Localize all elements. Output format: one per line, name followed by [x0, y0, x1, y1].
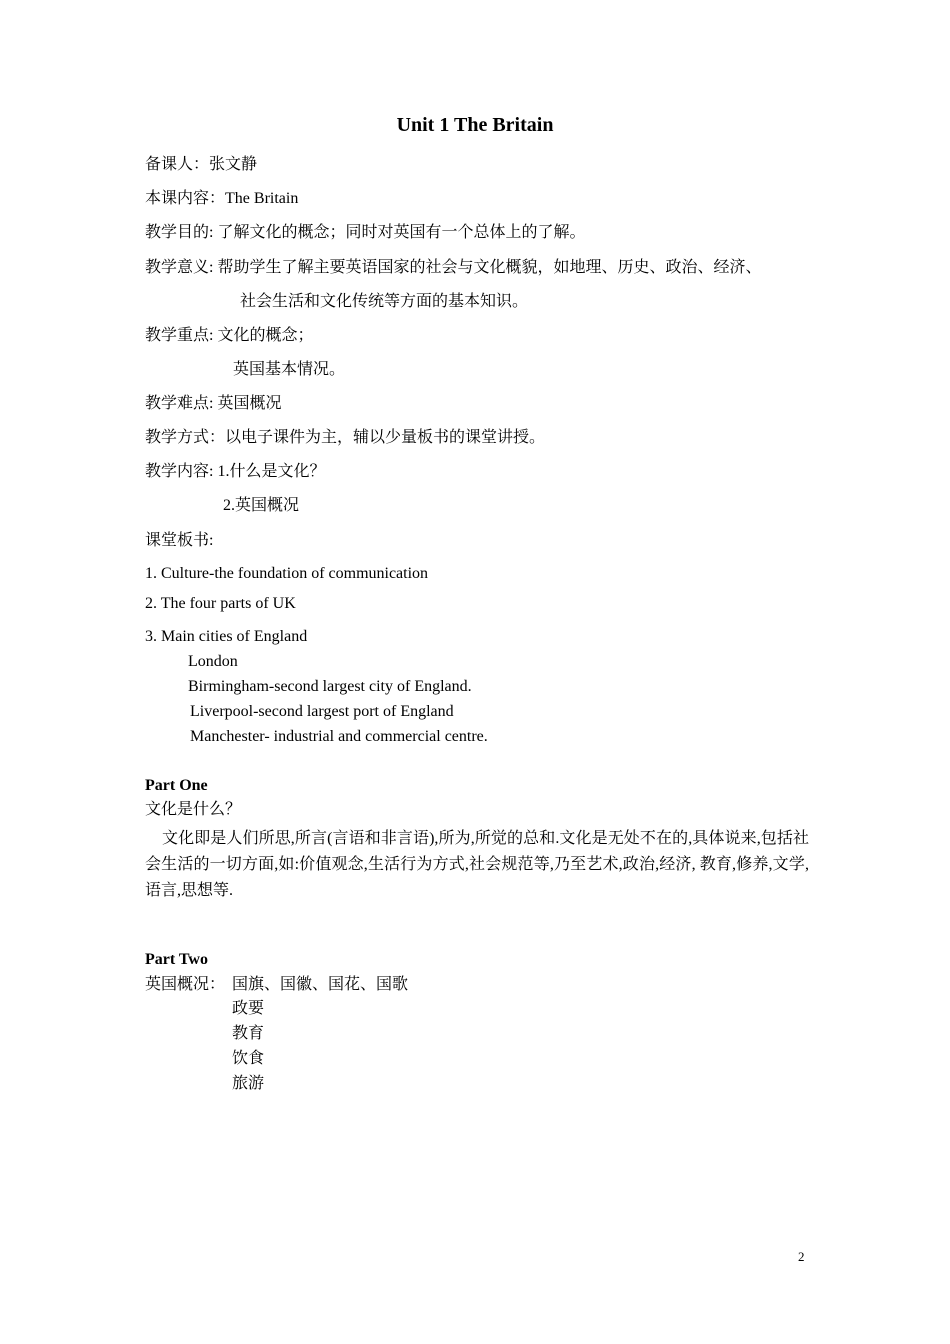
preparer-label: 备课人：: [145, 156, 210, 173]
city-liverpool: Liverpool-second largest port of England: [190, 703, 454, 720]
part-two-item-politics: 政要: [232, 1000, 265, 1017]
teaching-aim-value: 了解文化的概念；同时对英国有一个总体上的了解。: [217, 224, 586, 241]
part-two-item-symbols: 国旗、国徽、国花、国歌: [232, 976, 409, 993]
part-two-item-travel: 旅游: [232, 1075, 265, 1092]
page-number: 2: [798, 1249, 805, 1264]
teaching-method-value: 以电子课件为主，辅以少量板书的课堂讲授。: [225, 429, 546, 446]
part-one-paragraph: 文化即是人们所思,所言(言语和非言语),所为,所觉的总和.文化是无处不在的,具体说来,包括社会生活的一切方面,如:价值观念,生活行为方式,社会规范等,乃至艺术,政治,经济, 教育,修养,文学,语言,思想等.: [145, 830, 809, 899]
teaching-aim-line: [145, 223, 585, 243]
board-item-1: 1. Culture-the foundation of communication: [145, 565, 429, 582]
key-points-line: [145, 326, 313, 346]
teaching-significance-line: [145, 258, 761, 278]
lesson-content-line: [145, 189, 298, 209]
part-two-heading: Part Two: [145, 951, 208, 968]
part-two-item-education: 教育: [232, 1025, 265, 1042]
teaching-significance-value-1: 帮助学生了解主要英语国家的社会与文化概貌，如地理、历史、政治、经济、: [217, 259, 762, 276]
board-label: 课堂板书:: [145, 532, 214, 549]
teaching-content-item-2: 2.英国概况: [223, 497, 300, 514]
document-title: Unit 1 The Britain: [396, 114, 554, 136]
board-item-2: 2. The four parts of UK: [145, 595, 296, 612]
part-one-question: 文化是什么？: [145, 801, 242, 818]
teaching-content-label: 教学内容:: [145, 463, 214, 480]
teaching-method-label: 教学方式：: [145, 429, 226, 446]
teaching-significance-label: 教学意义:: [145, 259, 214, 276]
part-one-heading: Part One: [145, 777, 208, 794]
key-points-value-1: 文化的概念；: [217, 327, 314, 344]
difficulty-value: 英国概况: [217, 395, 282, 412]
lesson-content-label: 本课内容：: [145, 190, 226, 207]
part-two-label: 英国概况：: [145, 976, 226, 993]
city-london: London: [188, 653, 238, 670]
board-item-3: 3. Main cities of England: [145, 628, 308, 645]
difficulty-line: [145, 394, 281, 414]
preparer-line: [145, 155, 257, 175]
part-two-item-food: 饮食: [232, 1050, 265, 1067]
lesson-content-value: The Britain: [225, 190, 299, 207]
teaching-significance-value-2: 社会生活和文化传统等方面的基本知识。: [240, 293, 529, 310]
key-points-label: 教学重点:: [145, 327, 214, 344]
city-birmingham: Birmingham-second largest city of England.: [188, 678, 472, 695]
teaching-aim-label: 教学目的:: [145, 224, 214, 241]
difficulty-label: 教学难点:: [145, 395, 214, 412]
key-points-value-2: 英国基本情况。: [233, 361, 346, 378]
city-manchester: Manchester- industrial and commercial centre.: [190, 728, 488, 745]
teaching-content-item-1: 1.什么是文化？: [217, 463, 326, 480]
preparer-name: 张文静: [209, 156, 258, 173]
teaching-method-line: [145, 428, 545, 448]
teaching-content-line: [145, 462, 325, 482]
